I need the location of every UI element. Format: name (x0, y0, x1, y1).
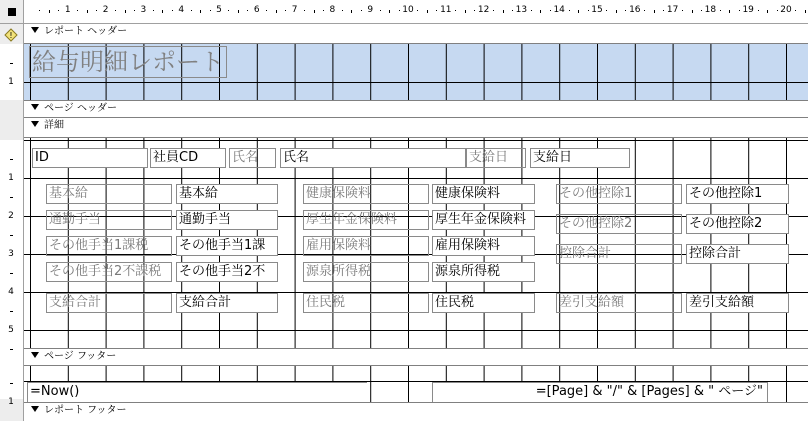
hruler-dot (606, 10, 607, 11)
page-footer-bar[interactable] (24, 348, 808, 366)
vruler-number: 1 (8, 173, 14, 183)
hruler-number: 6 (253, 5, 260, 15)
hruler-dot (493, 10, 494, 11)
detail-bar[interactable] (24, 118, 808, 138)
hruler-dot (96, 10, 97, 11)
hruler-dot (304, 10, 305, 11)
report-header-bar[interactable] (24, 24, 808, 44)
c2-label-4[interactable]: 住民税 (303, 293, 429, 313)
c2-field-4[interactable]: 住民税 (432, 293, 535, 313)
c1-label-1[interactable]: 通勤手当 (46, 210, 172, 230)
hruler-number: 14 (553, 5, 565, 15)
vertical-ruler[interactable] (0, 24, 24, 421)
hruler-dot (758, 10, 759, 11)
vruler-number: 2 (8, 211, 14, 221)
hruler-dot (191, 10, 192, 11)
hruler-dot (399, 10, 400, 11)
vruler-report-header (0, 44, 23, 100)
hruler-number: 13 (515, 5, 528, 15)
hruler-dot (531, 10, 532, 11)
c1-label-3[interactable]: その他手当2不課税 (46, 262, 172, 282)
c2-label-1[interactable]: 厚生年金保険料 (303, 210, 429, 230)
section-arrow-icon (31, 104, 39, 110)
selector-square-icon (8, 8, 16, 16)
vruler-tick (10, 63, 13, 64)
hruler-number: 12 (477, 5, 490, 15)
report-footer-bar[interactable] (24, 402, 808, 421)
hruler-number: 17 (666, 5, 679, 15)
hruler-tick (238, 10, 239, 13)
hruler-number: 11 (440, 5, 452, 15)
hruler-number: 9 (367, 5, 374, 15)
hruler-dot (663, 10, 664, 11)
vruler-number: 1 (8, 77, 14, 87)
hruler-dot (455, 10, 456, 11)
c3-label-0[interactable]: その他控除1 (556, 184, 682, 204)
hruler-tick (767, 10, 768, 13)
section-arrow-icon (31, 121, 39, 127)
c3-field-3[interactable]: 差引支給額 (686, 293, 789, 313)
vruler-tick (10, 383, 13, 384)
vruler-tick (10, 197, 13, 198)
c3-label-1[interactable]: その他控除2 (556, 214, 682, 234)
hruler-dot (342, 10, 343, 11)
hruler-dot (701, 10, 702, 11)
vruler-tick (10, 235, 13, 236)
page-footer-label: ページ フッター (44, 351, 117, 362)
vruler-tick (10, 311, 13, 312)
c1-field-0[interactable]: 基本給 (176, 184, 278, 204)
name-field[interactable]: 氏名 (280, 148, 466, 168)
vruler-tick (10, 273, 13, 274)
page-header-label: ページ ヘッダー (44, 103, 117, 114)
hruler-tick (427, 10, 428, 13)
hruler-dot (380, 10, 381, 11)
hruler-number: 5 (216, 5, 222, 15)
hruler-number: 20 (780, 5, 792, 15)
hruler-dot (172, 10, 173, 11)
hruler-tick (465, 10, 466, 13)
hruler-dot (285, 10, 286, 11)
hruler-dot (39, 10, 40, 11)
hruler-number: 16 (629, 5, 641, 15)
hruler-tick (692, 10, 693, 13)
c3-label-3[interactable]: 差引支給額 (556, 293, 682, 313)
c1-label-2[interactable]: その他手当1課税 (46, 236, 172, 256)
c1-field-2[interactable]: その他手当1課 (176, 236, 278, 256)
hruler-dot (625, 10, 626, 11)
vruler-number: 5 (8, 325, 14, 335)
hruler-tick (654, 10, 655, 13)
c3-field-2[interactable]: 控除合計 (686, 244, 789, 264)
hruler-tick (729, 10, 730, 13)
hruler-dot (115, 10, 116, 11)
hruler-dot (550, 10, 551, 11)
hruler-dot (512, 10, 513, 11)
hruler-dot (720, 10, 721, 11)
hruler-tick (162, 10, 163, 13)
vruler-tick (10, 159, 13, 160)
hruler-dot (588, 10, 589, 11)
name-label[interactable]: 氏名 (229, 148, 276, 168)
detail-label: 詳細 (44, 120, 64, 131)
id-field[interactable]: ID (32, 148, 148, 168)
c2-label-3[interactable]: 源泉所得税 (303, 262, 429, 282)
section-arrow-icon (31, 406, 39, 412)
hruler-dot (436, 10, 437, 11)
hruler-tick (805, 10, 806, 13)
hruler-number: 8 (329, 5, 336, 15)
hruler-tick (540, 10, 541, 13)
c1-label-0[interactable]: 基本給 (46, 184, 172, 204)
hruler-dot (266, 10, 267, 11)
paydate-field[interactable]: 支給日 (530, 148, 630, 168)
hruler-tick (200, 10, 201, 13)
hruler-dot (795, 10, 796, 11)
vruler-number: 3 (8, 249, 14, 259)
hruler-tick (49, 10, 50, 13)
c1-field-3[interactable]: その他手当2不 (176, 262, 278, 282)
hruler-dot (682, 10, 683, 11)
report-footer-label: レポート フッター (44, 405, 127, 416)
hruler-number: 15 (591, 5, 603, 15)
hruler-number: 2 (102, 5, 109, 15)
hruler-dot (777, 10, 778, 11)
hruler-dot (417, 10, 418, 11)
page-footer-section[interactable] (24, 366, 808, 402)
hruler-number: 10 (402, 5, 414, 15)
hruler-tick (351, 10, 352, 13)
hruler-dot (247, 10, 248, 11)
hruler-dot (739, 10, 740, 11)
hruler-tick (389, 10, 390, 13)
hruler-tick (125, 10, 126, 13)
c3-label-2[interactable]: 控除合計 (556, 244, 682, 264)
c1-field-1[interactable]: 通勤手当 (176, 210, 278, 230)
c2-label-0[interactable]: 健康保険料 (303, 184, 429, 204)
hruler-dot (77, 10, 78, 11)
hruler-tick (616, 10, 617, 13)
report-header-section[interactable] (24, 44, 808, 100)
section-arrow-icon (31, 352, 39, 358)
hruler-dot (474, 10, 475, 11)
svg-text:!: ! (9, 31, 13, 40)
vruler-tick (10, 349, 13, 350)
hruler-tick (503, 10, 504, 13)
hruler-tick (87, 10, 88, 13)
hruler-number: 3 (140, 5, 147, 15)
c2-label-2[interactable]: 雇用保険料 (303, 236, 429, 256)
hruler-number: 18 (704, 5, 717, 15)
hruler-dot (228, 10, 229, 11)
hruler-dot (644, 10, 645, 11)
hruler-number: 4 (178, 5, 185, 15)
report-selector[interactable] (0, 0, 24, 24)
hruler-number: 19 (742, 5, 754, 15)
page-header-bar[interactable] (24, 100, 808, 118)
vruler-number: 1 (8, 397, 14, 407)
report-header-label: レポート ヘッダー (44, 26, 128, 37)
hruler-tick (276, 10, 277, 13)
c2-field-2[interactable]: 雇用保険料 (432, 236, 535, 256)
hruler-tick (314, 10, 315, 13)
report-title[interactable]: 給与明細レポート (29, 46, 227, 78)
hruler-dot (569, 10, 570, 11)
hruler-dot (210, 10, 211, 11)
hruler-tick (578, 10, 579, 13)
hruler-dot (58, 10, 59, 11)
horizontal-ruler[interactable] (24, 0, 808, 24)
c1-label-4[interactable]: 支給合計 (46, 293, 172, 313)
hruler-dot (323, 10, 324, 11)
hruler-dot (134, 10, 135, 11)
c3-field-1[interactable]: その他控除2 (686, 214, 789, 234)
hruler-dot (153, 10, 154, 11)
page-expression-field[interactable]: =[Page] & "/" & [Pages] & " ページ" (432, 382, 768, 402)
hruler-dot (361, 10, 362, 11)
section-selector-icon[interactable] (4, 28, 18, 42)
hruler-number: 7 (291, 5, 298, 15)
section-arrow-icon (31, 27, 39, 33)
paydate-label[interactable]: 支給日 (466, 148, 526, 168)
c3-field-0[interactable]: その他控除1 (686, 184, 789, 204)
vruler-number: 4 (8, 287, 14, 297)
c2-field-0[interactable]: 健康保険料 (432, 184, 535, 204)
now-expression-field[interactable]: =Now() (27, 382, 367, 402)
hruler-number: 1 (64, 5, 71, 15)
c1-field-4[interactable]: 支給合計 (176, 293, 278, 313)
vruler-page-footer (0, 364, 23, 399)
c2-field-1[interactable]: 厚生年金保険料 (432, 210, 535, 230)
detail-section[interactable] (24, 138, 808, 348)
c2-field-3[interactable]: 源泉所得税 (432, 262, 535, 282)
empcd-field[interactable]: 社員CD (150, 148, 226, 168)
